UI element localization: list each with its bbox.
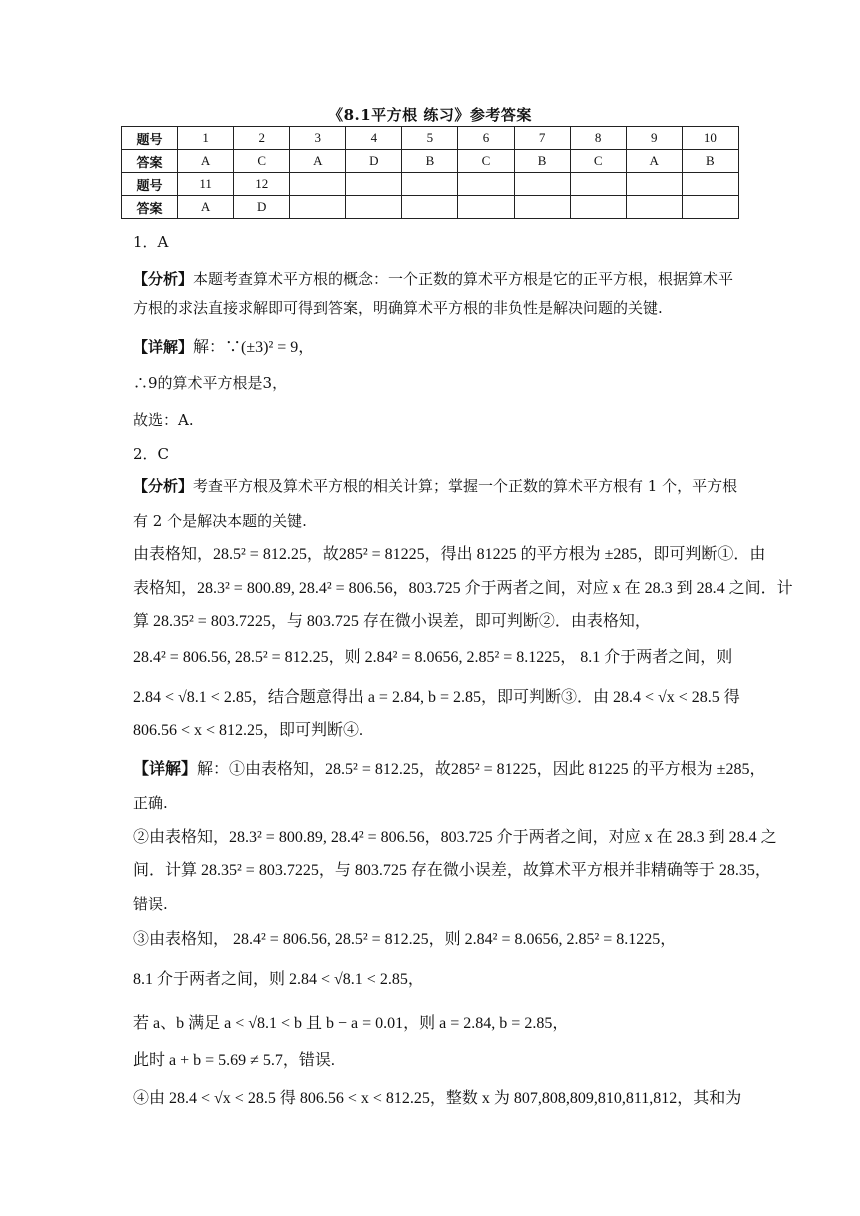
q2-detail-line-10: ④由 28.4 < √x < 28.5 得 806.56 < x < 812.25，整数 x 为 807,808,809,810,811,812，其和为 bbox=[133, 1090, 742, 1107]
table-cell bbox=[402, 173, 458, 196]
table-cell: B bbox=[682, 150, 738, 173]
answer-table bbox=[121, 126, 739, 219]
q1-analysis-line-2: 方根的求法直接求解即可得到答案，明确算术平方根的非负性是解决问题的关键. bbox=[133, 299, 663, 317]
table-number-row bbox=[122, 127, 739, 150]
table-cell: C bbox=[458, 150, 514, 173]
table-cell bbox=[570, 173, 626, 196]
q2-analysis-line-3: 由表格知，28.5² = 812.25，故285² = 81225，得出 81225 的平方根为 ±285，即可判断①．由 bbox=[133, 546, 766, 563]
table-cell: B bbox=[514, 150, 570, 173]
table-cell bbox=[626, 173, 682, 196]
table-answer-row bbox=[122, 150, 739, 173]
table-cell bbox=[570, 196, 626, 219]
table-cell bbox=[402, 196, 458, 219]
table-cell: D bbox=[346, 150, 402, 173]
detail-tag: 【详解】 bbox=[133, 338, 194, 356]
table-cell: A bbox=[178, 150, 234, 173]
table-cell: 6 bbox=[458, 127, 514, 150]
table-cell bbox=[682, 173, 738, 196]
q2-detail-line-4: 间．计算 28.35² = 803.7225，与 803.725 存在微小误差，故算术平方根并非精确等于 28.35， bbox=[133, 862, 771, 879]
q2-analysis-line-5: 算 28.35² = 803.7225，与 803.725 存在微小误差，即可判断②．由表格知， bbox=[133, 613, 651, 630]
table-cell: 1 bbox=[178, 127, 234, 150]
q2-detail-line-7: 8.1 介于两者之间，则 2.84 < √8.1 < 2.85， bbox=[133, 971, 424, 988]
q2-analysis-line-6: 28.4² = 806.56, 28.5² = 812.25，则 2.84² = 8.0656, 2.85² = 8.1225， 8.1 介于两者之间，则 bbox=[133, 649, 733, 666]
row-label-cell: 答案 bbox=[122, 150, 178, 173]
table-cell: 9 bbox=[626, 127, 682, 150]
detail-tag: 【详解】 bbox=[133, 761, 198, 778]
q2-detail-line-5: 错误. bbox=[133, 895, 168, 913]
table-cell: C bbox=[570, 150, 626, 173]
table-cell bbox=[458, 173, 514, 196]
q1-detail-line-3: 故选：A. bbox=[133, 411, 194, 429]
table-cell: C bbox=[234, 150, 290, 173]
table-cell: 8 bbox=[570, 127, 626, 150]
q2-analysis-line-4: 表格知，28.3² = 800.89, 28.4² = 806.56，803.725 介于两者之间，对应 x 在 28.3 到 28.4 之间．计 bbox=[133, 580, 793, 597]
q2-detail-line-1: 【详解】解：①由表格知，28.5² = 812.25，故285² = 81225，因此 81225 的平方根为 ±285， bbox=[133, 761, 766, 778]
table-cell: 10 bbox=[682, 127, 738, 150]
q2-detail-line-3: ②由表格知，28.3² = 800.89, 28.4² = 806.56，803.725 介于两者之间，对应 x 在 28.3 到 28.4 之 bbox=[133, 829, 777, 846]
table-cell: A bbox=[178, 196, 234, 219]
table-cell bbox=[290, 196, 346, 219]
table-cell: 7 bbox=[514, 127, 570, 150]
q1-analysis-line-1: 【分析】本题考查算术平方根的概念：一个正数的算术平方根是它的正平方根，根据算术平 bbox=[133, 270, 734, 288]
q2-detail-line-9: 此时 a + b = 5.69 ≠ 5.7，错误. bbox=[133, 1052, 335, 1069]
q2-analysis-line-1: 【分析】考查平方根及算术平方根的相关计算；掌握一个正数的算术平方根有 1 个，平方根 bbox=[133, 477, 738, 495]
q2-heading: 2．C bbox=[133, 445, 170, 463]
row-label-cell: 题号 bbox=[122, 173, 178, 196]
q1-heading: 1．A bbox=[133, 233, 169, 251]
q2-detail-line-6: ③由表格知， 28.4² = 806.56, 28.5² = 812.25，则 2.84² = 8.0656, 2.85² = 8.1225， bbox=[133, 931, 677, 948]
table-answer-row bbox=[122, 196, 739, 219]
table-cell bbox=[514, 196, 570, 219]
q2-analysis-line-2: 有 2 个是解决本题的关键. bbox=[133, 512, 307, 530]
table-cell: D bbox=[234, 196, 290, 219]
table-cell: A bbox=[626, 150, 682, 173]
q1-detail-line-1: 【详解】解：∵(±3)² = 9， bbox=[133, 338, 315, 356]
table-cell bbox=[514, 173, 570, 196]
table-cell: 3 bbox=[290, 127, 346, 150]
q2-detail-line-8: 若 a、b 满足 a < √8.1 < b 且 b − a = 0.01，则 a = 2.84, b = 2.85， bbox=[133, 1015, 569, 1032]
row-label-cell: 答案 bbox=[122, 196, 178, 219]
table-cell bbox=[626, 196, 682, 219]
table-cell: 12 bbox=[234, 173, 290, 196]
table-cell bbox=[290, 173, 346, 196]
table-cell: B bbox=[402, 150, 458, 173]
page-title: 《8.1平方根 练习》参考答案 bbox=[328, 106, 532, 124]
table-cell bbox=[346, 196, 402, 219]
analysis-tag: 【分析】 bbox=[133, 477, 194, 495]
q2-analysis-line-7: 2.84 < √8.1 < 2.85，结合题意得出 a = 2.84, b = 2.85，即可判断③．由 28.4 < √x < 28.5 得 bbox=[133, 689, 740, 706]
row-label-cell: 题号 bbox=[122, 127, 178, 150]
table-cell bbox=[346, 173, 402, 196]
table-cell: 5 bbox=[402, 127, 458, 150]
analysis-tag: 【分析】 bbox=[133, 270, 194, 288]
q2-detail-line-2: 正确. bbox=[133, 794, 168, 812]
table-cell bbox=[682, 196, 738, 219]
table-number-row bbox=[122, 173, 739, 196]
table-cell: 4 bbox=[346, 127, 402, 150]
table-cell: 11 bbox=[178, 173, 234, 196]
table-cell bbox=[458, 196, 514, 219]
q1-detail-line-2: ∴9的算术平方根是3， bbox=[133, 374, 288, 392]
table-cell: A bbox=[290, 150, 346, 173]
table-cell: 2 bbox=[234, 127, 290, 150]
q2-analysis-line-8: 806.56 < x < 812.25，即可判断④. bbox=[133, 722, 364, 739]
